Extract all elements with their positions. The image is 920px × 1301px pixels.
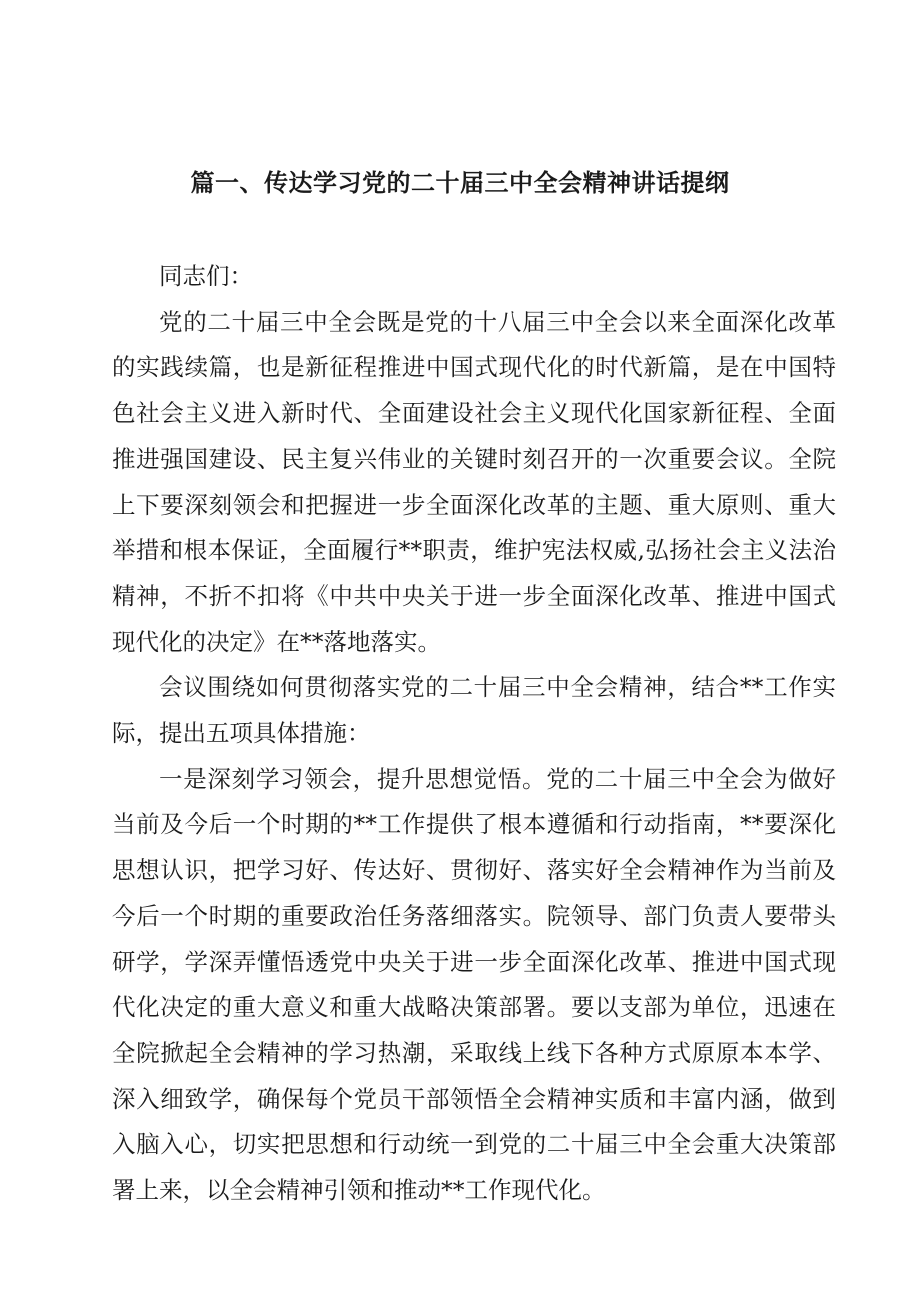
- salutation: 同志们：: [159, 262, 253, 290]
- document-body: [112, 254, 836, 1214]
- paragraph-measure-one: 一是深刻学习领会，提升思想觉悟。党的二十届三中全会为做好当前及今后一个时期的**工作提供了根本遵循和行动指南，**要深化思想认识，把学习好、传达好、贯彻好、落实好全会精神作为当前及今后一个时期的重要政治任务落细落实。院领导、部门负责人要带头研学，学深弄懂悟透党中央关于进一步全面深化改革、推进中国式现代化决定的重大意义和重大战略决策部署。要以支部为单位，迅速在全院掀起全会精神的学习热潮，采取线上线下各种方式原原本本学、深入细致学，确保每个党员干部领悟全会精神实质和丰富内涵，做到入脑入心，切实把思想和行动统一到党的二十届三中全会重大决策部署上来，以全会精神引领和推动**工作现代化。: [112, 764, 836, 1205]
- paragraph-intro: 党的二十届三中全会既是党的十八届三中全会以来全面深化改革的实践续篇，也是新征程推进中国式现代化的时代新篇，是在中国特色社会主义进入新时代、全面建设社会主义现代化国家新征程、全面推进强国建设、民主复兴伟业的关键时刻召开的一次重要会议。全院上下要深刻领会和把握进一步全面深化改革的主题、重大原则、重大举措和根本保证，全面履行**职责，维护宪法权威,弘扬社会主义法治精神，不折不扣将《中共中央关于进一步全面深化改革、推进中国式现代化的决定》在**落地落实。: [112, 307, 836, 656]
- document-title: 篇一、传达学习党的二十届三中全会精神讲话提纲: [190, 169, 730, 197]
- paragraph-measures-lead: 会议围绕如何贯彻落实党的二十届三中全会精神，结合**工作实际，提出五项具体措施：: [112, 673, 836, 748]
